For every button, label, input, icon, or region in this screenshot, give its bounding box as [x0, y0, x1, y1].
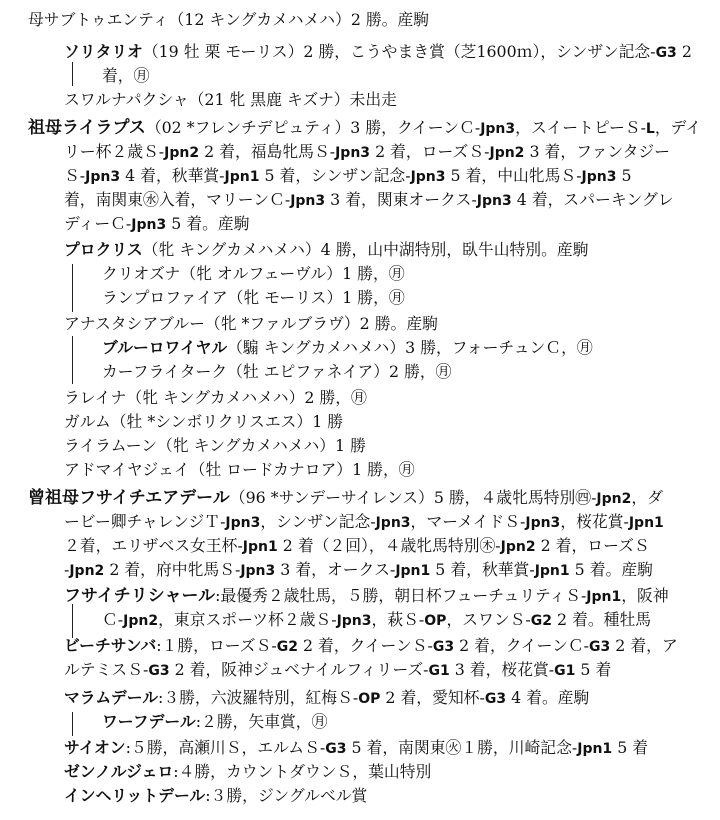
record-text: アドマイヤジェイ（牡 ロードカナロア）1 勝，㊊	[64, 460, 415, 479]
grade-label: Jpn2	[164, 145, 200, 161]
record-text: ルテミスＳ-	[64, 660, 149, 679]
record-text: :４勝，カウントダウンＳ，葉山特別	[173, 762, 432, 781]
horse-name: ゼンノルジェロ	[64, 762, 174, 781]
horse-name: フサイチエアデール	[79, 488, 230, 508]
record-text: ，ダ	[631, 488, 663, 507]
record-text: ランプロファイア（牝 モーリス）1 勝，㊊	[102, 288, 405, 307]
sub-list-bracket-line	[72, 712, 73, 736]
grade-label: Jpn3	[290, 193, 326, 209]
sub-list-bracket-line	[72, 604, 73, 638]
record-text: 5 着，中山牝馬Ｓ-	[445, 166, 582, 185]
record-text: 着，南関東㊌入着，マリーンＣ-	[64, 190, 291, 209]
record-text: Ｓ-	[64, 166, 86, 185]
record-text: 2 着，福島牝馬Ｓ-	[199, 142, 336, 161]
great-granddam-record-continuation	[64, 510, 664, 534]
record-text: Ｃ-	[102, 610, 124, 629]
horse-name: プロクリス	[64, 240, 143, 259]
grade-label: G3	[148, 663, 170, 679]
offspring-entry-line	[64, 386, 367, 410]
record-text: 3 着，ファンタジー	[524, 142, 670, 161]
record-text: :３勝，ジングルベル賞	[205, 786, 368, 805]
offspring-entry-line	[64, 686, 589, 710]
horse-name: ビーチサンバ	[64, 636, 157, 655]
granddam-record-continuation	[64, 140, 670, 164]
record-text: ービー卿チャレンジＴ-	[64, 512, 226, 531]
grade-label: Jpn3	[375, 515, 411, 531]
record-text: 5 着。産駒	[569, 560, 653, 579]
offspring-entry-line	[64, 410, 343, 434]
grade-label: Jpn2	[489, 145, 525, 161]
grade-label: Jpn1	[586, 589, 622, 605]
record-text: ラレイナ（牝 キングカメハメハ）2 勝，㊊	[64, 388, 367, 407]
granddam-heading-line	[28, 116, 701, 140]
record-text: 2	[676, 42, 692, 61]
record-text: ２着，エリザベス女王杯-	[64, 536, 243, 555]
grade-label: OP	[358, 691, 381, 707]
record-text: ，東京スポーツ杯２歳Ｓ-	[158, 610, 337, 629]
record-text: 2 着，愛知杯-	[380, 688, 485, 707]
sub-list-bracket-line	[72, 336, 73, 384]
grade-label: G2	[276, 639, 298, 655]
horse-name: 曾祖母	[28, 488, 79, 508]
grade-label: G2	[530, 613, 552, 629]
offspring-entry-line	[64, 40, 692, 64]
grade-label: Jpn3	[85, 169, 121, 185]
grade-label: Jpn1	[395, 563, 431, 579]
record-text: 2 着，ア	[610, 636, 678, 655]
record-text: （19 牡 栗 モーリス）2 勝，こうやまき賞（芝1600ｍ），シンザン記念-	[142, 42, 656, 61]
record-text: 5 着。産駒	[166, 214, 250, 233]
grade-label: Jpn3	[336, 613, 372, 629]
record-text: ，萩Ｓ-	[371, 610, 425, 629]
record-text: 2 着，阪神ジュベナイルフィリーズ-	[169, 660, 429, 679]
record-text: 2 着，クイーンＣ-	[454, 636, 589, 655]
grand-offspring-entry-line	[102, 286, 405, 310]
record-text: 4 着。産駒	[506, 688, 590, 707]
grade-label: Jpn3	[225, 515, 261, 531]
grade-label: G1	[554, 663, 576, 679]
record-text: 2 着（２回），４歳牝馬特別㊍-	[277, 536, 501, 555]
record-text: :３勝，六波羅特別，紅梅Ｓ-	[158, 688, 359, 707]
record-text: ，マーメイドＳ-	[410, 512, 526, 531]
grade-label: Jpn2	[123, 613, 159, 629]
record-text: 2 着，ローズＳ-	[370, 142, 490, 161]
grade-label: Jpn3	[131, 217, 167, 233]
record-text: スワルナパクシャ（21 牝 黒鹿 キズナ）未出走	[64, 90, 397, 109]
record-text: :２勝，矢車賞，㊊	[195, 712, 328, 731]
great-granddam-record-continuation	[64, 534, 650, 558]
grand-offspring-entry-line	[102, 710, 327, 734]
grade-label: G3	[484, 691, 507, 707]
offspring-entry-line	[64, 784, 367, 808]
offspring-entry-line	[64, 634, 678, 658]
horse-name: ワーフデール	[102, 712, 196, 731]
record-text: ライラムーン（牝 キングカメハメハ）1 勝	[64, 436, 366, 455]
record-text: 2 着。種牡馬	[552, 610, 652, 629]
grade-label: Jpn1	[242, 539, 278, 555]
horse-name: 祖母	[28, 118, 62, 138]
record-text: ガルム（牡 *シンボリクリスエス）1 勝	[64, 412, 344, 431]
grand-offspring-entry-line	[102, 336, 593, 360]
grade-label: Jpn3	[480, 121, 516, 137]
grand-offspring-entry-line	[102, 360, 451, 384]
record-text: 5	[616, 166, 632, 185]
offspring-entry-line	[64, 88, 397, 112]
record-text: :５勝，高瀬川Ｓ，エルムＳ-	[125, 738, 326, 757]
grade-label: Jpn3	[410, 169, 446, 185]
record-text: :１勝，ローズＳ-	[156, 636, 277, 655]
record-text: ディーＣ-	[64, 214, 132, 233]
horse-name: ライラプス	[62, 118, 146, 138]
sub-list-bracket-line	[72, 62, 73, 86]
record-text: 3 着，関東オークス-	[325, 190, 477, 209]
grade-label: Jpn1	[224, 169, 260, 185]
great-granddam-heading-line	[28, 486, 663, 510]
dam-heading-line	[28, 8, 429, 32]
record-text: 5 着，南関東㊋１勝，川崎記念-	[346, 738, 578, 757]
grade-label: G3	[589, 639, 611, 655]
record-text: -	[64, 560, 70, 579]
grade-label: L	[645, 121, 655, 137]
offspring-entry-line	[64, 458, 415, 482]
record-text: ，桜花賞-	[560, 512, 629, 531]
grade-label: G3	[325, 741, 347, 757]
grade-label: Jpn1	[577, 741, 613, 757]
offspring-entry-line	[64, 584, 669, 608]
grade-label: Jpn1	[628, 515, 664, 531]
granddam-record-continuation	[64, 188, 674, 212]
record-text: 2 着，ローズＳ	[535, 536, 650, 555]
great-granddam-record-continuation	[64, 558, 653, 582]
grade-label: Jpn3	[581, 169, 617, 185]
horse-name: サイオン	[64, 738, 126, 757]
grade-label: G3	[655, 45, 677, 61]
horse-name: マラムデール	[64, 688, 158, 707]
granddam-record-continuation	[64, 164, 632, 188]
record-text: :最優秀２歳牡馬，５勝，朝日杯フューチュリティＳ-	[215, 586, 587, 605]
record-text: （牝 キングカメハメハ）4 勝，山中湖特別，臥牛山特別。産駒	[142, 240, 589, 259]
offspring-entry-line	[64, 312, 438, 336]
grade-label: Jpn3	[476, 193, 512, 209]
grade-label: Jpn3	[525, 515, 561, 531]
record-text: 5 着，秋華賞-	[430, 560, 535, 579]
offspring-entry-continuation	[102, 64, 149, 88]
horse-name: フサイチリシャール	[64, 586, 216, 606]
offspring-entry-line	[64, 238, 589, 262]
record-text: カーフライターク（牡 エピファネイア）2 勝，㊊	[102, 362, 452, 381]
grand-offspring-entry-line	[102, 262, 405, 286]
horse-name: ブルーロワイヤル	[102, 338, 228, 357]
offspring-entry-continuation	[64, 658, 611, 682]
record-text: リー杯２歳Ｓ-	[64, 142, 165, 161]
horse-name: ソリタリオ	[64, 42, 143, 61]
record-text: ，阪神	[621, 586, 669, 605]
record-text: （騸 キングカメハメハ）3 勝，フォーチュンＣ，㊊	[227, 338, 593, 357]
record-text: ，シンザン記念-	[260, 512, 376, 531]
grade-label: Jpn2	[596, 491, 632, 507]
record-text: 3 着，オークス-	[275, 560, 396, 579]
grade-label: Jpn2	[500, 539, 536, 555]
grade-label: G1	[428, 663, 450, 679]
record-text: 4 着，スパーキングレ	[511, 190, 674, 209]
record-text: （96 *サンデーサイレンス）5 勝，４歳牝馬特別㊃-	[229, 488, 597, 507]
record-text: 5 着	[612, 738, 649, 757]
record-text: ，デイ	[654, 118, 702, 137]
record-text: 2 着，府中牝馬Ｓ-	[104, 560, 241, 579]
record-text: 4 着，秋華賞-	[120, 166, 225, 185]
record-text: ，スワンＳ-	[446, 610, 531, 629]
sub-list-bracket-line	[72, 264, 73, 312]
offspring-entry-line	[64, 736, 648, 760]
grade-label: OP	[424, 613, 447, 629]
grade-label: Jpn3	[335, 145, 371, 161]
grade-label: Jpn3	[240, 563, 276, 579]
record-text: ，スイートピーＳ-	[515, 118, 646, 137]
record-text: アナスタシアブルー（牝 *ファルブラヴ）2 勝。産駒	[64, 314, 438, 333]
offspring-entry-continuation	[102, 608, 651, 632]
record-text: 2 着，クイーンＳ-	[297, 636, 433, 655]
record-text: 3 着，桜花賞-	[449, 660, 555, 679]
offspring-entry-line	[64, 760, 431, 784]
record-text: クリオズナ（牝 オルフェーヴル）1 勝，㊊	[102, 264, 405, 283]
granddam-record-continuation	[64, 212, 250, 236]
horse-name: インヘリットデール	[64, 786, 206, 805]
offspring-entry-line	[64, 434, 366, 458]
record-text: 着，㊊	[102, 66, 150, 85]
grade-label: Jpn1	[534, 563, 570, 579]
grade-label: G3	[432, 639, 455, 655]
grade-label: Jpn2	[69, 563, 105, 579]
record-text: 5 着，シンザン記念-	[259, 166, 411, 185]
record-text: 母サブトゥエンティ（12 キングカメハメハ）2 勝。産駒	[28, 10, 430, 29]
record-text: （02 *フレンチデピュティ）3 勝，クイーンＣ-	[145, 118, 481, 137]
record-text: 5 着	[575, 660, 612, 679]
